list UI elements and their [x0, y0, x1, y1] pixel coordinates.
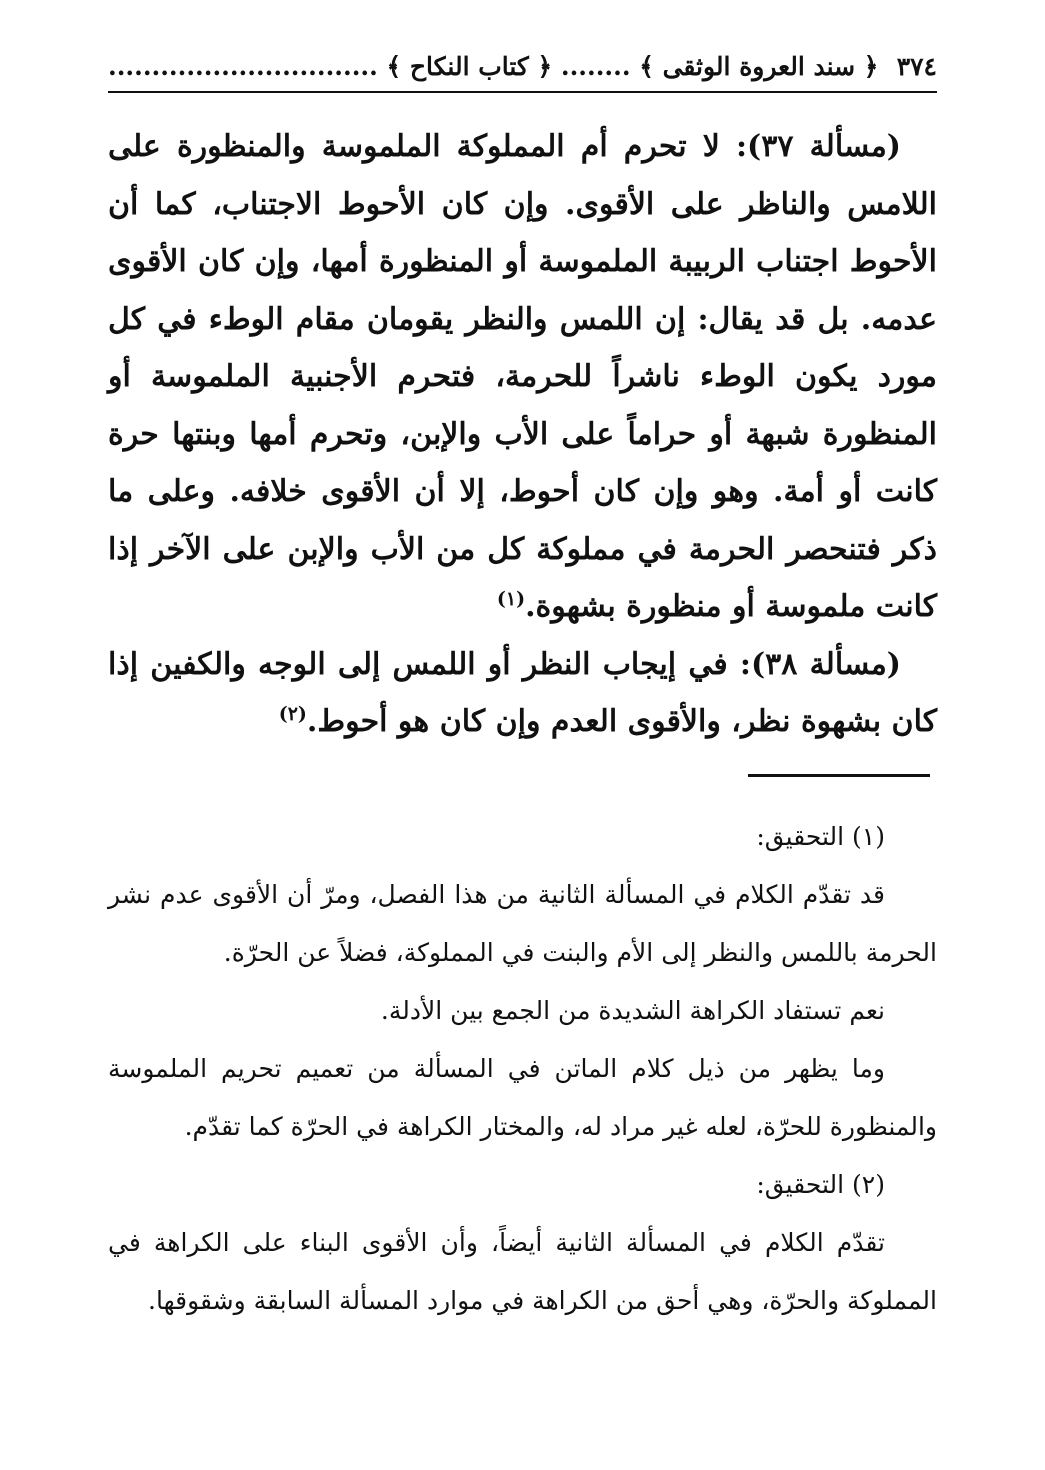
footnote-separator	[748, 774, 930, 777]
issue-38-text: (مسألة ٣٨): في إيجاب النظر أو اللمس إلى الوجه والكفين إذا كان بشهوة نظر، والأقوى العدم وإن كان هو أحوط.	[108, 646, 937, 739]
header-rule	[108, 91, 937, 93]
running-title: ﴿ سند العروة الوثقى ﴾ ........ ﴿ كتاب النكاح ﴾ ...............................	[108, 51, 879, 81]
footnote-1-para-3: وما يظهر من ذيل كلام الماتن في المسألة من تعميم تحريم الملموسة والمنظورة للحرّة، لعله غير مراد له، والمختار الكراهة في الحرّة كما تقدّم.	[108, 1054, 937, 1141]
footnote-2-para-1: تقدّم الكلام في المسألة الثانية أيضاً، وأن الأقوى البناء على الكراهة في المملوكة والحرّة، وهي أحق من الكراهة في موارد المسألة السابقة وشقوقها.	[108, 1228, 937, 1315]
footnote-2-heading: (٢) التحقيق:	[756, 1170, 885, 1199]
footnote-1-para-1: قد تقدّم الكلام في المسألة الثانية من هذا الفصل، ومرّ أن الأقوى عدم نشر الحرمة باللمس والنظر إلى الأم والبنت في المملوكة، فضلاً عن الحرّة.	[108, 880, 937, 967]
footnote-ref-1: (١)	[496, 588, 526, 610]
footnotes	[108, 808, 937, 1330]
issue-37-text: (مسألة ٣٧): لا تحرم أم المملوكة الملموسة والمنظورة على اللامس والناظر على الأقوى. وإن كان الأحوط الاجتناب، كما أن الأحوط اجتناب الربيبة الملموسة أو المنظورة أمها، وإن كان الأقوى عدمه. بل قد يقال: إن اللمس والنظر يقومان مقام الوطء في كل مورد يكون الوطء ناشراً للحرمة، فتحرم الأجنبية الملموسة أو المنظورة شبهة أو حراماً على الأب والإبن، وتحرم أمها وبنتها حرة كانت أو أمة. وهو وإن كان أحوط، إلا أن الأقوى خلافه. وعلى ما ذكر فتنحصر الحرمة في مملوكة كل من الأب والإبن على الآخر إذا كانت ملموسة أو منظورة بشهوة.	[108, 129, 937, 624]
main-text	[108, 118, 937, 751]
footnote-1-para-2: نعم تستفاد الكراهة الشديدة من الجمع بين الأدلة.	[380, 996, 885, 1025]
footnote-ref-2: (٢)	[278, 703, 307, 725]
page-header	[108, 44, 937, 88]
footnote-1-heading: (١) التحقيق:	[756, 822, 885, 851]
issue-38-paragraph	[108, 636, 937, 751]
issue-37-paragraph	[108, 118, 937, 636]
page-number: ٣٧٤	[896, 51, 937, 81]
